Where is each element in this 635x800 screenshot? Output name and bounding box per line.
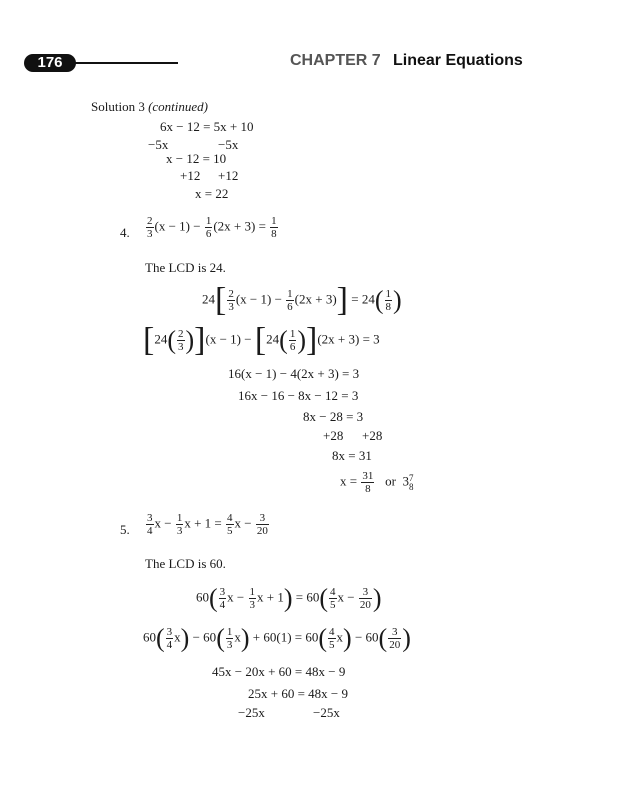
problem-5-lcd: The LCD is 60. (145, 556, 226, 571)
p5-step4: 25x + 60 = 48x − 9 (248, 686, 348, 701)
p4-step2: [24( $\frac{2}{3}$ )](x − 1) − [24( $\frac{1}{6}$ )](2x + 3) = 3 (143, 321, 380, 359)
header-rule (70, 62, 178, 64)
p4-step7: 8x = 31 (332, 448, 372, 463)
problem-5-number: 5. (120, 522, 130, 537)
p4-step6b: +28 (362, 428, 383, 443)
p4-step8: x = $\frac{31}{8}$ or 3 7 8 (340, 470, 414, 495)
sol3-line2b: −5x (218, 137, 239, 152)
sol3-line4a: +12 (180, 168, 201, 183)
p5-step5b: −25x (313, 705, 340, 720)
p4-step3: 16(x − 1) − 4(2x + 3) = 3 (228, 366, 360, 381)
p4-step6a: +28 (323, 428, 344, 443)
p5-step5a: −25x (238, 705, 265, 720)
p4-step1: 24[ $\frac{2}{3}$ (x − 1) − $\frac{1}{6}$ (2x + 3)] = 24( $\frac{1}{8}$ ) (202, 281, 402, 319)
sol3-line5: x = 22 (195, 186, 229, 201)
p4-step4: 16x − 16 − 8x − 12 = 3 (238, 388, 359, 403)
sol3-line4b: +12 (218, 168, 239, 183)
problem-4-equation: $\frac{2}{3}$ (x − 1) − $\frac{1}{6}$ (2x + 3) = $\frac{1}{8}$ (147, 215, 277, 240)
problem-5-equation: $\frac{3}{4}$ x − $\frac{1}{3}$ x + 1 = $\frac{4}{5}$ x − $\frac{3}{20}$ (147, 512, 268, 537)
p5-step1: 60( $\frac{3}{4}$ x − $\frac{1}{3}$ x + 1) = 60( $\frac{4}{5}$ x − $\frac{3}{20}$ ) (196, 583, 382, 613)
p5-step2: 60( $\frac{3}{4}$ x) − 60( $\frac{1}{3}$ x) + 60(1) = 60( $\frac{4}{5}$ x) − 60( $\frac{3}{20}$ ) (143, 623, 411, 653)
solution-heading: Solution 3 (continued) (91, 99, 208, 114)
problem-4-number: 4. (120, 225, 130, 240)
sol3-line2a: −5x (148, 137, 169, 152)
page-number-badge: 176 (24, 54, 76, 72)
sol3-line3: x − 12 = 10 (166, 151, 227, 166)
p5-step3: 45x − 20x + 60 = 48x − 9 (212, 664, 346, 679)
sol3-line1: 6x − 12 = 5x + 10 (160, 119, 254, 134)
chapter-title: Linear Equations (393, 52, 523, 69)
p4-step5: 8x − 28 = 3 (303, 409, 364, 424)
chapter-label: CHAPTER 7 (290, 52, 381, 69)
problem-4-lcd: The LCD is 24. (145, 260, 226, 275)
